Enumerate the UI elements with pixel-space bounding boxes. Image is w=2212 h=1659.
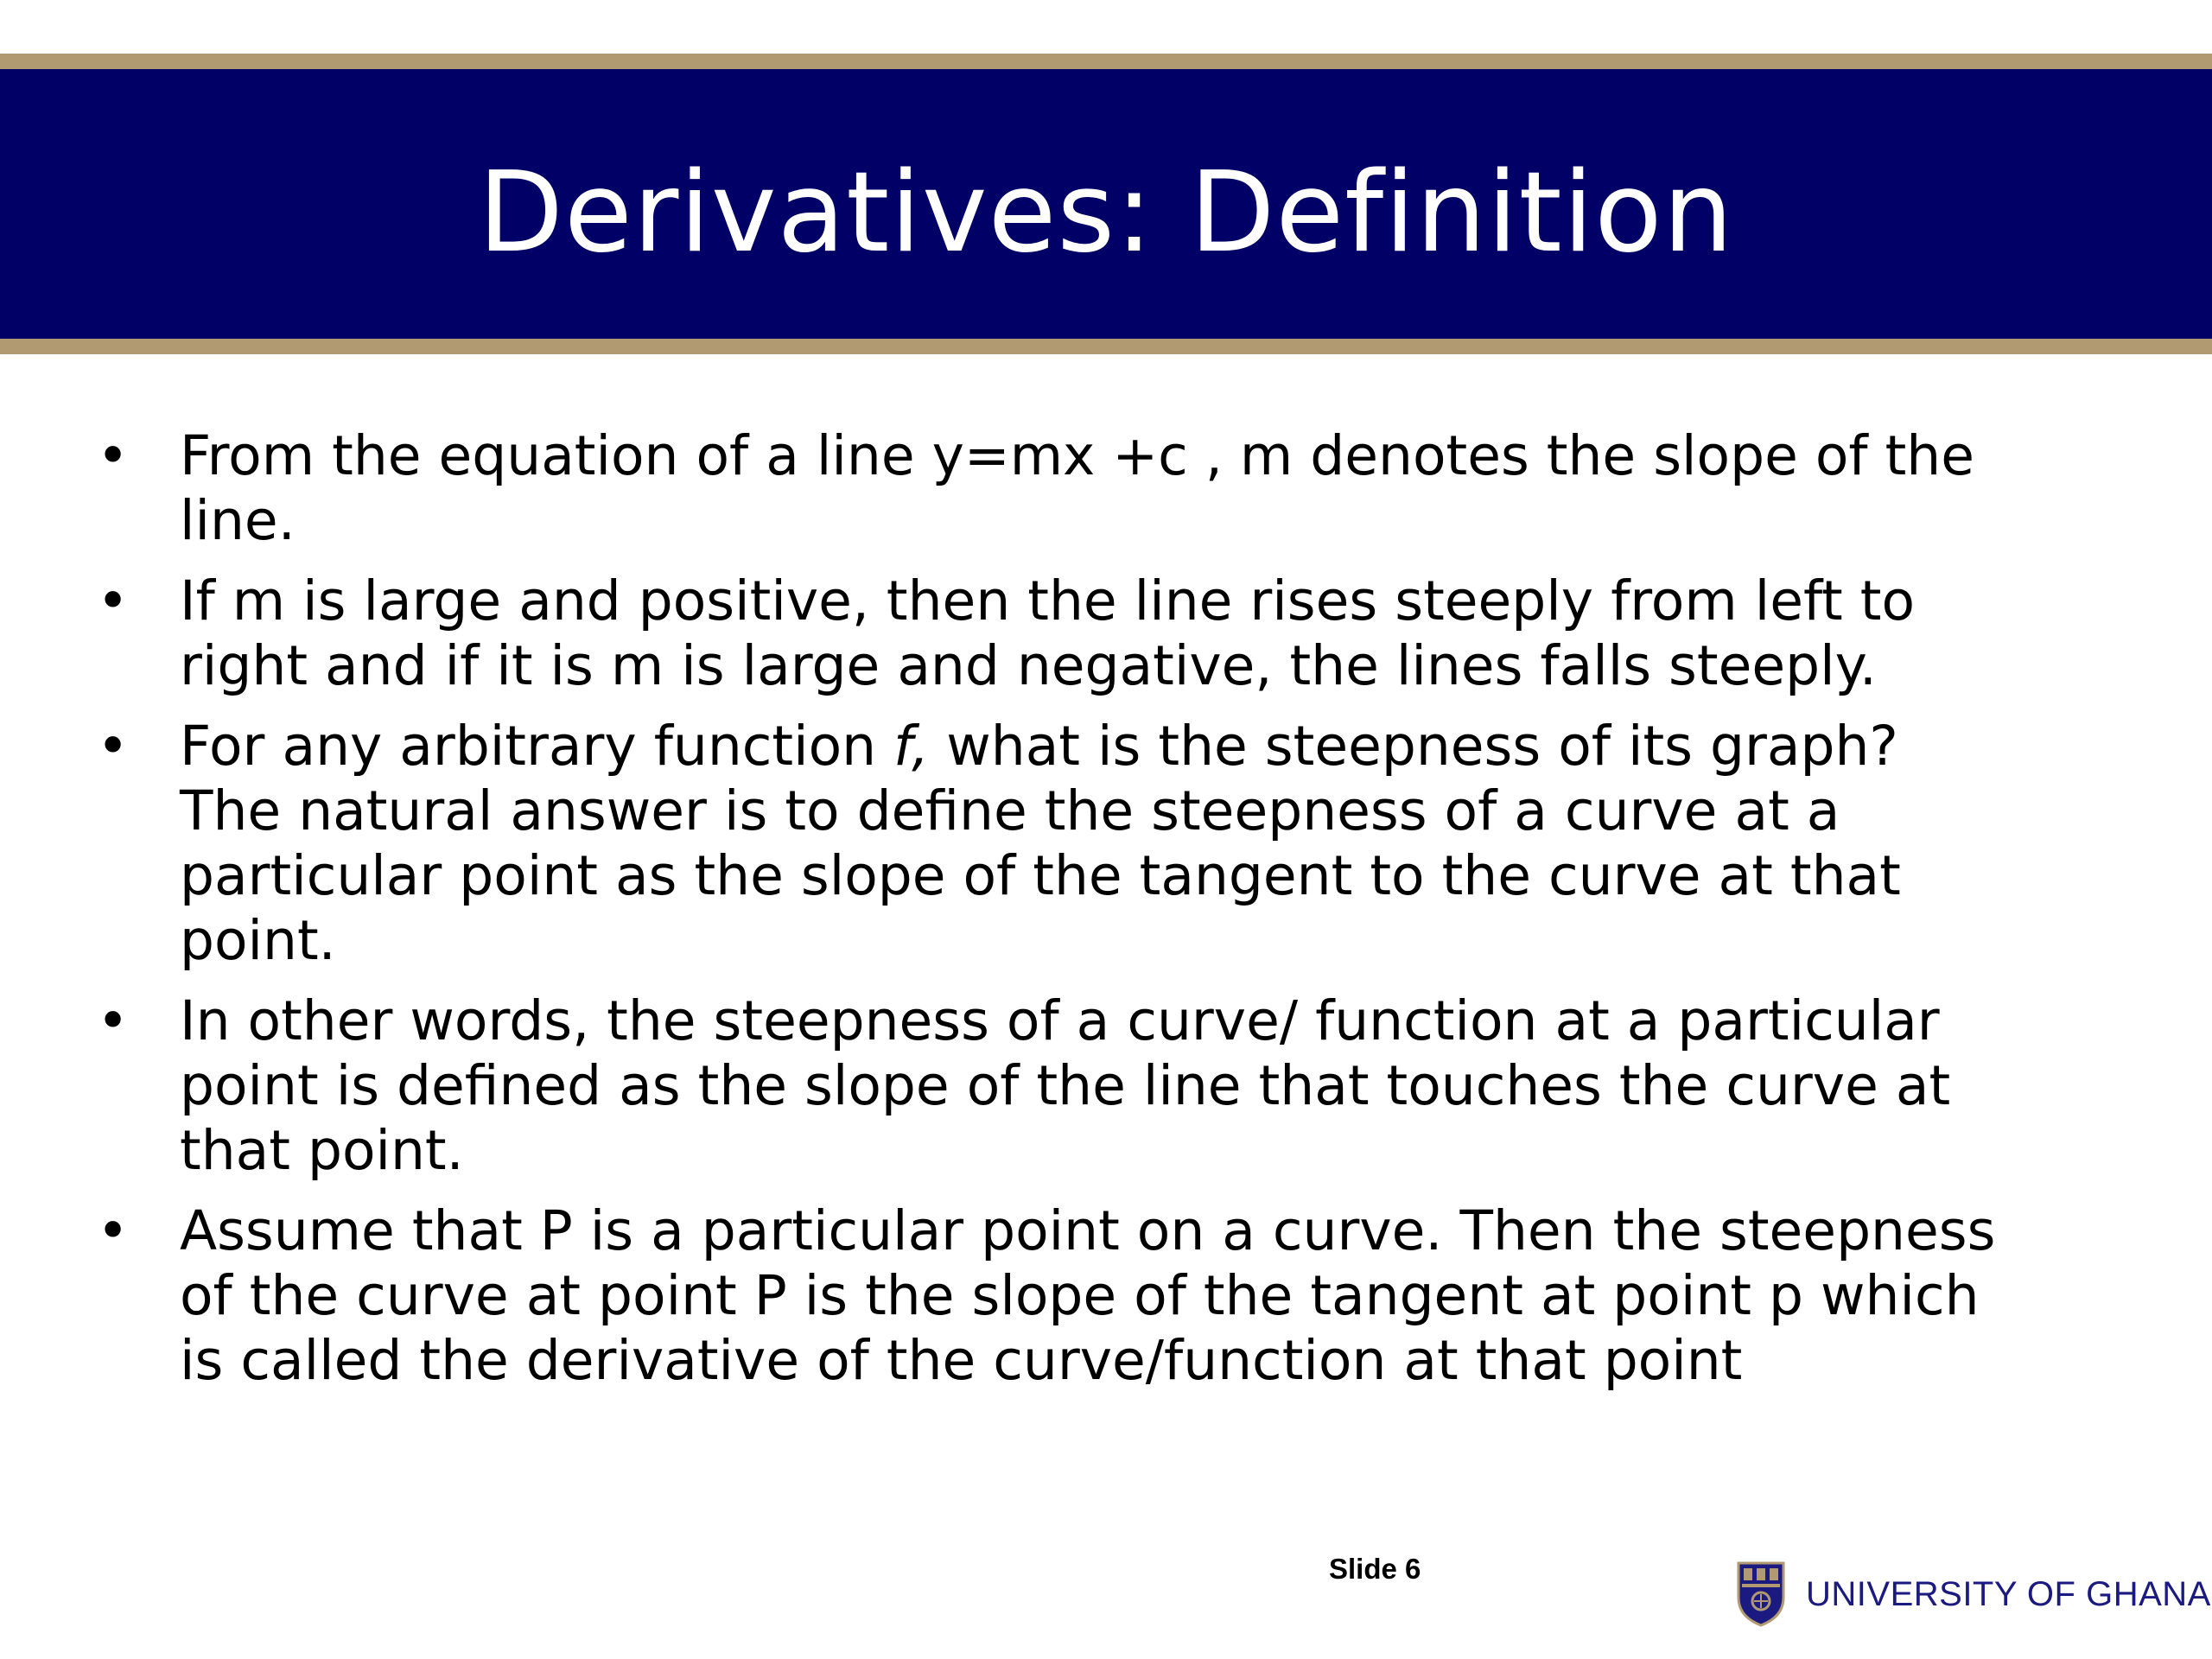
- function-symbol: f,: [893, 715, 930, 778]
- bullet-list: [86, 423, 2005, 1393]
- bullet-dot: •: [97, 1199, 130, 1262]
- bullet-text-3-end: what is the steepness of its graph? The natural answer is to define the steepness of a curve at a particular point as the slope of the tangent to the curve at that point.: [180, 715, 1901, 972]
- bullet-item-1: [86, 423, 2005, 553]
- bullet-dot: •: [97, 989, 130, 1052]
- bullet-dot: •: [97, 715, 130, 778]
- title-bottom-stripe: [0, 339, 2212, 354]
- bullet-dot: •: [97, 569, 130, 632]
- university-name: UNIVERSITY OF GHANA: [1806, 1574, 2211, 1613]
- title-banner: [0, 69, 2212, 339]
- slide-number: Slide 6: [1329, 1553, 1421, 1585]
- university-crest-icon: [1735, 1560, 1787, 1629]
- bullet-text-4: In other words, the steepness of a curve/ function at a particular point is defined as the slope of the line that touches the curve at that point.: [180, 989, 1951, 1182]
- bullet-item-3: [86, 714, 2005, 973]
- bullet-text-2: If m is large and positive, then the line rises steeply from left to right and if it is m is large and negative, the lines falls steeply.: [180, 569, 1916, 697]
- bullet-item-2: [86, 569, 2005, 698]
- bullet-text-5: Assume that P is a particular point on a curve. Then the steepness of the curve at point P is the slope of the tangent at point p which is called the derivative of the curve/function at that point: [180, 1199, 1996, 1392]
- title-top-stripe: [0, 54, 2212, 69]
- bullet-item-5: [86, 1198, 2005, 1393]
- slide-title: Derivatives: Definition: [478, 148, 1734, 277]
- university-logo: [1735, 1560, 2211, 1629]
- slide-body: [86, 423, 2005, 1408]
- bullet-dot: •: [97, 424, 130, 487]
- bullet-text-3-start: For any arbitrary function: [180, 715, 894, 778]
- bullet-text-1: From the equation of a line y=mx +c , m denotes the slope of the line.: [180, 424, 1975, 552]
- bullet-item-4: [86, 988, 2005, 1183]
